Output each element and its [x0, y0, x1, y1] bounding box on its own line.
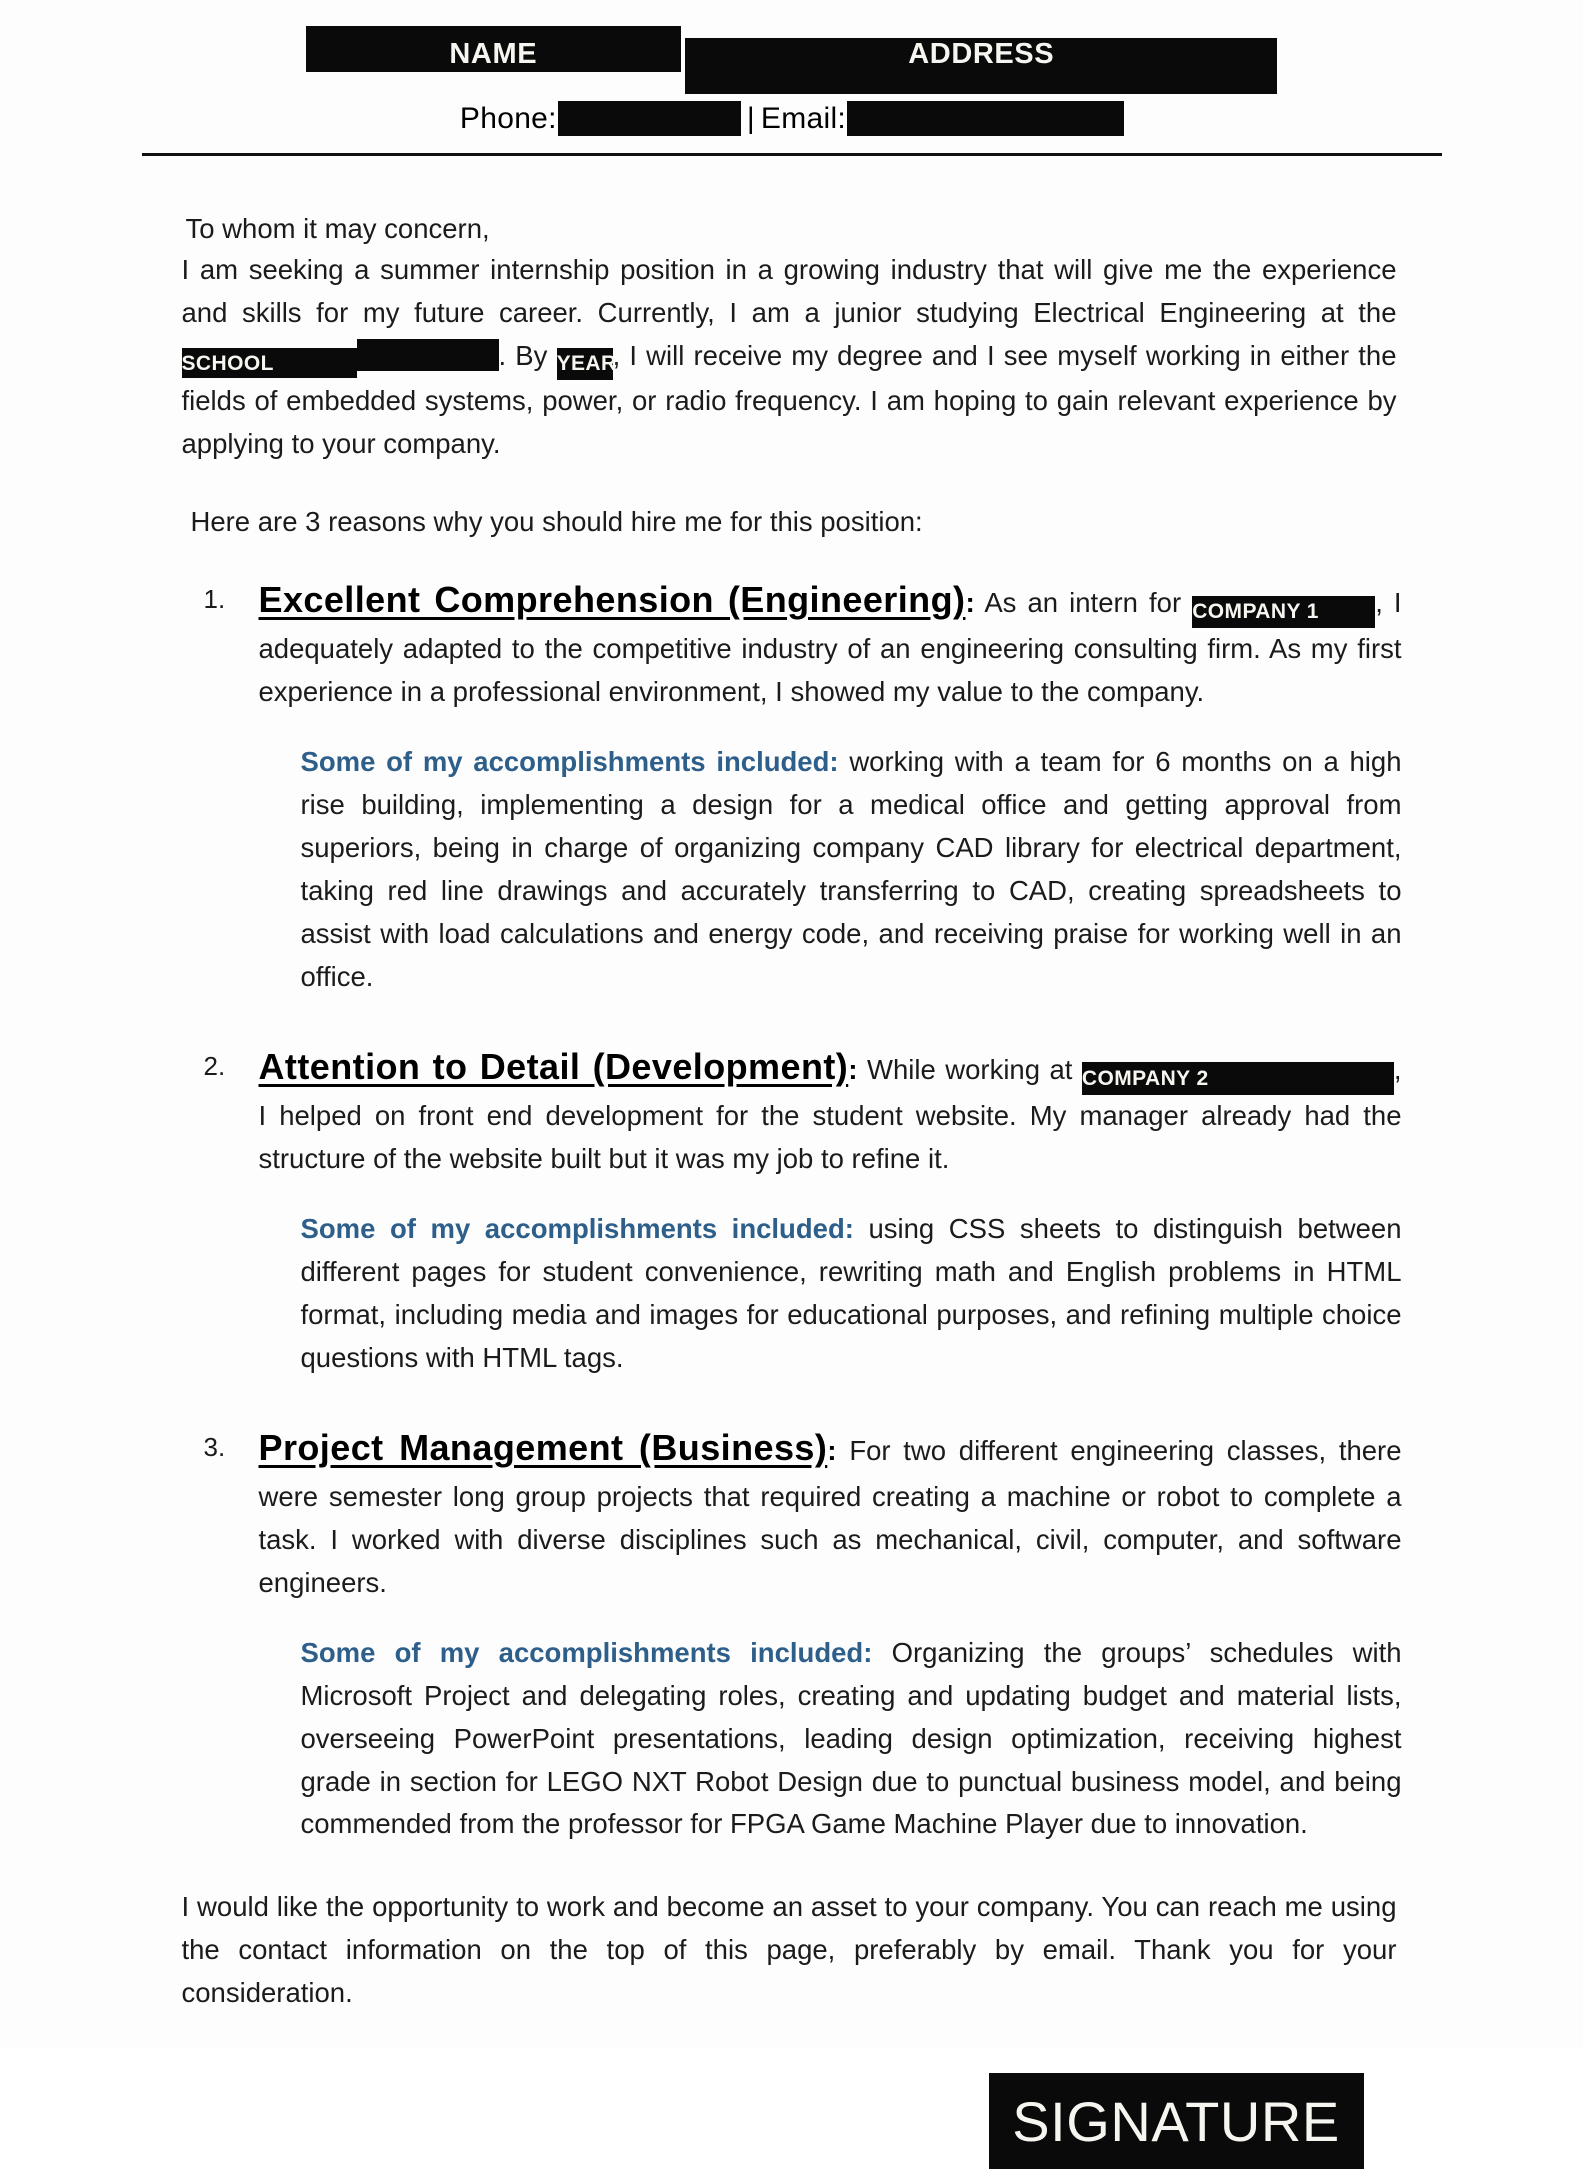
reason-paragraph	[259, 572, 1402, 714]
accomplishments-text: using CSS sheets to distinguish between different pages for student convenience, rewriting math and English problems in HTML format, including media and images for educational purposes, and refining multiple choice questions with HTML tags.	[300, 1213, 1402, 1373]
school-redaction-box: SCHOOL	[182, 348, 357, 378]
reason-colon: :	[848, 1053, 858, 1085]
reason-paragraph	[259, 1420, 1402, 1605]
company-1-redaction-box: COMPANY 1	[1192, 596, 1375, 628]
reason-intro-after: , I helped on front end development for the student website. My manager already had the structure of the website built but it was my job to refine it.	[258, 1053, 1402, 1174]
name-redaction-box: NAME	[306, 26, 681, 72]
accomplishments-paragraph	[301, 741, 1402, 998]
reasons-list	[182, 572, 1402, 1847]
phone-redaction-box	[558, 101, 741, 136]
letterhead-redaction-stack	[306, 26, 1277, 94]
header-divider-rule	[142, 153, 1442, 156]
reason-colon: :	[827, 1434, 837, 1466]
accomplishments-paragraph	[301, 1632, 1402, 1846]
list-item-number: 1.	[203, 583, 226, 614]
company-2-redaction-box: COMPANY 2	[1082, 1062, 1394, 1095]
reason-heading: Project Management (Business)	[258, 1426, 828, 1468]
signature-row	[182, 2073, 1402, 2169]
contact-line	[0, 101, 1583, 136]
letterhead	[0, 0, 1583, 156]
accomplishments-text: Organizing the groups’ schedules with Microsoft Project and delegating roles, creating and updating budget and material lists, overseeing PowerPoint presentations, leading design optimization, receiving highest grade in section for LEGO NXT Robot Design due to punctual business model, and being commended from the professor for FPGA Game Machine Player due to innovation.	[300, 1636, 1402, 1840]
reason-paragraph	[259, 1039, 1402, 1181]
signature-redaction-box: SIGNATURE	[989, 2073, 1364, 2169]
accomplishments-lead: Some of my accomplishments included:	[300, 1636, 873, 1668]
reasons-lead-line: Here are 3 reasons why you should hire me for this position:	[190, 505, 923, 537]
accomplishments-lead: Some of my accomplishments included:	[300, 1213, 854, 1245]
salutation: To whom it may concern,	[185, 213, 490, 244]
list-item-number: 2.	[203, 1050, 226, 1081]
reason-intro-before: For two different engineering classes, there were semester long group projects that required creating a machine or robot to complete a task. I worked with diverse disciplines such as mechanical, civil, computer, and software engineers.	[258, 1434, 1402, 1598]
reason-intro-before: As an intern for	[984, 586, 1182, 618]
list-item	[182, 1420, 1402, 1847]
reason-heading: Excellent Comprehension (Engineering)	[258, 578, 966, 620]
list-item	[182, 572, 1402, 999]
email-label: Email:	[760, 101, 847, 135]
closing-paragraph: I would like the opportunity to work and become an asset to your company. You can reach me using the contact information on the top of this page, preferably by email. Thank you for your consideration.	[181, 1891, 1397, 2009]
contact-separator: |	[746, 101, 755, 135]
letter-body	[182, 208, 1402, 2015]
accomplishments-text: working with a team for 6 months on a high rise building, implementing a design for a medical office and getting approval from superiors, being in charge of organizing company CAD library for electrical department, taking red line drawings and accurately transferring to CAD, creating spreadsheets to assist with load calculations and energy code, and receiving praise for working well in an office.	[300, 746, 1402, 992]
email-redaction-box	[847, 101, 1124, 136]
intro-paragraph	[182, 249, 1397, 466]
list-item-number: 3.	[203, 1431, 226, 1462]
list-item	[182, 1039, 1402, 1380]
intro-text-part-1: I am seeking a summer internship position in a growing industry that will give me the experience and skills for my future career. Currently, I am a junior studying Electrical Engineering at the	[181, 254, 1397, 329]
intro-text-part-2: . By	[498, 340, 548, 372]
phone-label: Phone:	[459, 101, 557, 135]
accomplishments-paragraph	[301, 1208, 1402, 1380]
reason-intro-after: , I adequately adapted to the competitive industry of an engineering consulting firm. As my first experience in a professional environment, I showed my value to the company.	[258, 586, 1402, 707]
address-redaction-box: ADDRESS	[685, 38, 1277, 94]
accomplishments-lead: Some of my accomplishments included:	[300, 746, 839, 778]
degree-redaction-box	[357, 339, 499, 371]
year-redaction-box: YEAR	[557, 348, 613, 380]
intro-text-part-3: , I will receive my degree and I see myself working in either the fields of embedded systems, power, or radio frequency. I am hoping to gain relevant experience by applying to your company.	[181, 340, 1397, 459]
reason-colon: :	[965, 586, 975, 618]
reason-intro-before: While working at	[867, 1053, 1073, 1085]
reason-heading: Attention to Detail (Development)	[258, 1045, 849, 1087]
